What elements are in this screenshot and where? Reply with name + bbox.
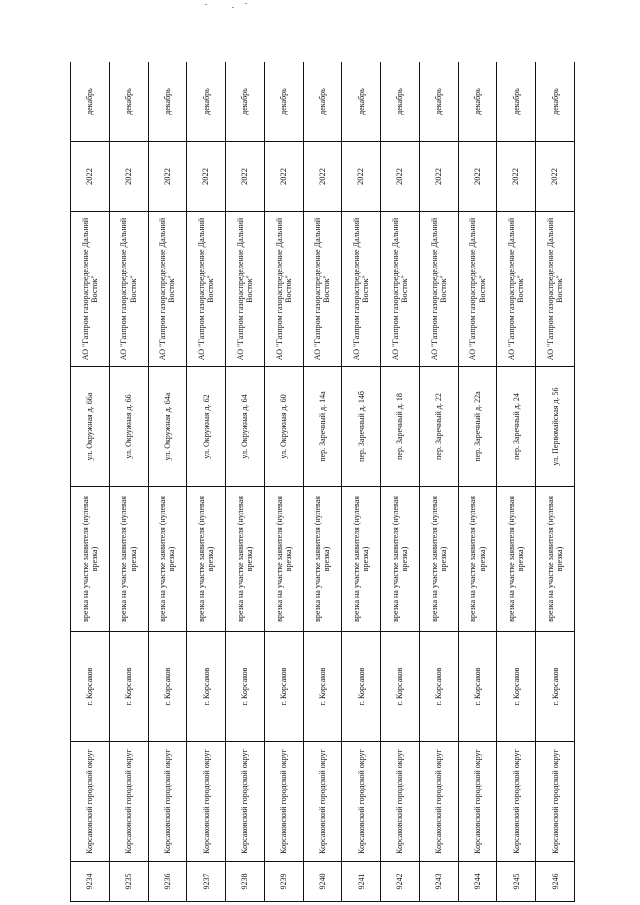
row-number: 9244: [458, 862, 497, 902]
table-row: [458, 62, 497, 902]
gas-connection-table: [70, 62, 575, 902]
row-number: 9241: [342, 862, 381, 902]
year-cell: 2022: [497, 142, 536, 212]
year-cell: 2022: [148, 142, 187, 212]
organization-cell: АО "Газпром газораспределение Дальний Восток": [71, 212, 110, 367]
organization-cell: АО "Газпром газораспределение Дальний Восток": [497, 212, 536, 367]
year-cell: 2022: [109, 142, 148, 212]
address-cell: ул. Окружная д. 66: [109, 367, 148, 487]
row-number: 9242: [381, 862, 420, 902]
table-body: [71, 62, 575, 902]
table-row: [148, 62, 187, 902]
district-cell: Корсаковский городской округ: [148, 742, 187, 862]
work-type-cell: врезка на участке заявителя (нулевая врезка): [226, 487, 265, 632]
table-row: [342, 62, 381, 902]
address-cell: ул. Окружная д. 64: [226, 367, 265, 487]
city-cell: г. Корсаков: [226, 632, 265, 742]
organization-cell: АО "Газпром газораспределение Дальний Восток": [381, 212, 420, 367]
work-type-cell: врезка на участке заявителя (нулевая врезка): [264, 487, 303, 632]
district-cell: Корсаковский городской округ: [109, 742, 148, 862]
organization-cell: АО "Газпром газораспределение Дальний Восток": [109, 212, 148, 367]
work-type-cell: врезка на участке заявителя (нулевая врезка): [109, 487, 148, 632]
organization-cell: АО "Газпром газораспределение Дальний Восток": [303, 212, 342, 367]
year-cell: 2022: [342, 142, 381, 212]
city-cell: г. Корсаков: [187, 632, 226, 742]
organization-cell: АО "Газпром газораспределение Дальний Восток": [342, 212, 381, 367]
row-number: 9237: [187, 862, 226, 902]
address-cell: ул. Окружная д. 66а: [71, 367, 110, 487]
work-type-cell: врезка на участке заявителя (нулевая врезка): [497, 487, 536, 632]
district-cell: Корсаковский городской округ: [342, 742, 381, 862]
city-cell: г. Корсаков: [109, 632, 148, 742]
year-cell: 2022: [187, 142, 226, 212]
address-cell: ул. Первомайская д. 56: [536, 367, 575, 487]
row-number: 9236: [148, 862, 187, 902]
year-cell: 2022: [303, 142, 342, 212]
year-cell: 2022: [381, 142, 420, 212]
year-cell: 2022: [264, 142, 303, 212]
district-cell: Корсаковский городской округ: [303, 742, 342, 862]
organization-cell: АО "Газпром газораспределение Дальний Восток": [187, 212, 226, 367]
organization-cell: АО "Газпром газораспределение Дальний Восток": [148, 212, 187, 367]
address-cell: пер. Заречный д. 22: [419, 367, 458, 487]
table-row: [71, 62, 110, 902]
table-row: [264, 62, 303, 902]
district-cell: Корсаковский городской округ: [226, 742, 265, 862]
work-type-cell: врезка на участке заявителя (нулевая врезка): [458, 487, 497, 632]
month-cell: декабрь: [109, 62, 148, 142]
month-cell: декабрь: [264, 62, 303, 142]
table-row: [419, 62, 458, 902]
work-type-cell: врезка на участке заявителя (нулевая врезка): [381, 487, 420, 632]
work-type-cell: врезка на участке заявителя (нулевая врезка): [342, 487, 381, 632]
work-type-cell: врезка на участке заявителя (нулевая врезка): [148, 487, 187, 632]
month-cell: декабрь: [148, 62, 187, 142]
year-cell: 2022: [226, 142, 265, 212]
rotated-table-frame: [70, 62, 575, 902]
city-cell: г. Корсаков: [148, 632, 187, 742]
table-row: [381, 62, 420, 902]
city-cell: г. Корсаков: [536, 632, 575, 742]
work-type-cell: врезка на участке заявителя (нулевая врезка): [303, 487, 342, 632]
district-cell: Корсаковский городской округ: [458, 742, 497, 862]
month-cell: декабрь: [303, 62, 342, 142]
district-cell: Корсаковский городской округ: [536, 742, 575, 862]
table-row: [536, 62, 575, 902]
city-cell: г. Корсаков: [342, 632, 381, 742]
row-number: 9240: [303, 862, 342, 902]
row-number: 9234: [71, 862, 110, 902]
address-cell: пер. Заречный д. 14а: [303, 367, 342, 487]
city-cell: г. Корсаков: [381, 632, 420, 742]
month-cell: декабрь: [536, 62, 575, 142]
district-cell: Корсаковский городской округ: [497, 742, 536, 862]
address-cell: пер. Заречный д. 22а: [458, 367, 497, 487]
year-cell: 2022: [71, 142, 110, 212]
district-cell: Корсаковский городской округ: [419, 742, 458, 862]
year-cell: 2022: [419, 142, 458, 212]
city-cell: г. Корсаков: [264, 632, 303, 742]
month-cell: декабрь: [342, 62, 381, 142]
district-cell: Корсаковский городской округ: [71, 742, 110, 862]
table-row: [109, 62, 148, 902]
month-cell: декабрь: [419, 62, 458, 142]
city-cell: г. Корсаков: [303, 632, 342, 742]
city-cell: г. Корсаков: [71, 632, 110, 742]
scan-speck: [245, 3, 247, 4]
row-number: 9246: [536, 862, 575, 902]
row-number: 9243: [419, 862, 458, 902]
scan-speck: [232, 7, 234, 8]
organization-cell: АО "Газпром газораспределение Дальний Восток": [226, 212, 265, 367]
row-number: 9235: [109, 862, 148, 902]
month-cell: декабрь: [71, 62, 110, 142]
month-cell: декабрь: [497, 62, 536, 142]
address-cell: ул. Окружная д. 60: [264, 367, 303, 487]
month-cell: декабрь: [381, 62, 420, 142]
year-cell: 2022: [536, 142, 575, 212]
organization-cell: АО "Газпром газораспределение Дальний Восток": [419, 212, 458, 367]
month-cell: декабрь: [187, 62, 226, 142]
month-cell: декабрь: [226, 62, 265, 142]
table-row: [187, 62, 226, 902]
work-type-cell: врезка на участке заявителя (нулевая врезка): [419, 487, 458, 632]
address-cell: пер. Заречный д. 18: [381, 367, 420, 487]
table-row: [226, 62, 265, 902]
year-cell: 2022: [458, 142, 497, 212]
table-container: [70, 62, 575, 902]
address-cell: ул. Окружная д. 64а: [148, 367, 187, 487]
address-cell: пер. Заречный д. 14б: [342, 367, 381, 487]
row-number: 9238: [226, 862, 265, 902]
city-cell: г. Корсаков: [419, 632, 458, 742]
month-cell: декабрь: [458, 62, 497, 142]
work-type-cell: врезка на участке заявителя (нулевая врезка): [71, 487, 110, 632]
address-cell: пер. Заречный д. 24: [497, 367, 536, 487]
city-cell: г. Корсаков: [497, 632, 536, 742]
row-number: 9245: [497, 862, 536, 902]
address-cell: ул. Окружная д. 62: [187, 367, 226, 487]
district-cell: Корсаковский городской округ: [264, 742, 303, 862]
table-row: [303, 62, 342, 902]
district-cell: Корсаковский городской округ: [381, 742, 420, 862]
district-cell: Корсаковский городской округ: [187, 742, 226, 862]
organization-cell: АО "Газпром газораспределение Дальний Восток": [264, 212, 303, 367]
organization-cell: АО "Газпром газораспределение Дальний Восток": [458, 212, 497, 367]
table-row: [497, 62, 536, 902]
work-type-cell: врезка на участке заявителя (нулевая врезка): [536, 487, 575, 632]
city-cell: г. Корсаков: [458, 632, 497, 742]
organization-cell: АО "Газпром газораспределение Дальний Восток": [536, 212, 575, 367]
scan-speck: [205, 4, 207, 5]
row-number: 9239: [264, 862, 303, 902]
work-type-cell: врезка на участке заявителя (нулевая врезка): [187, 487, 226, 632]
